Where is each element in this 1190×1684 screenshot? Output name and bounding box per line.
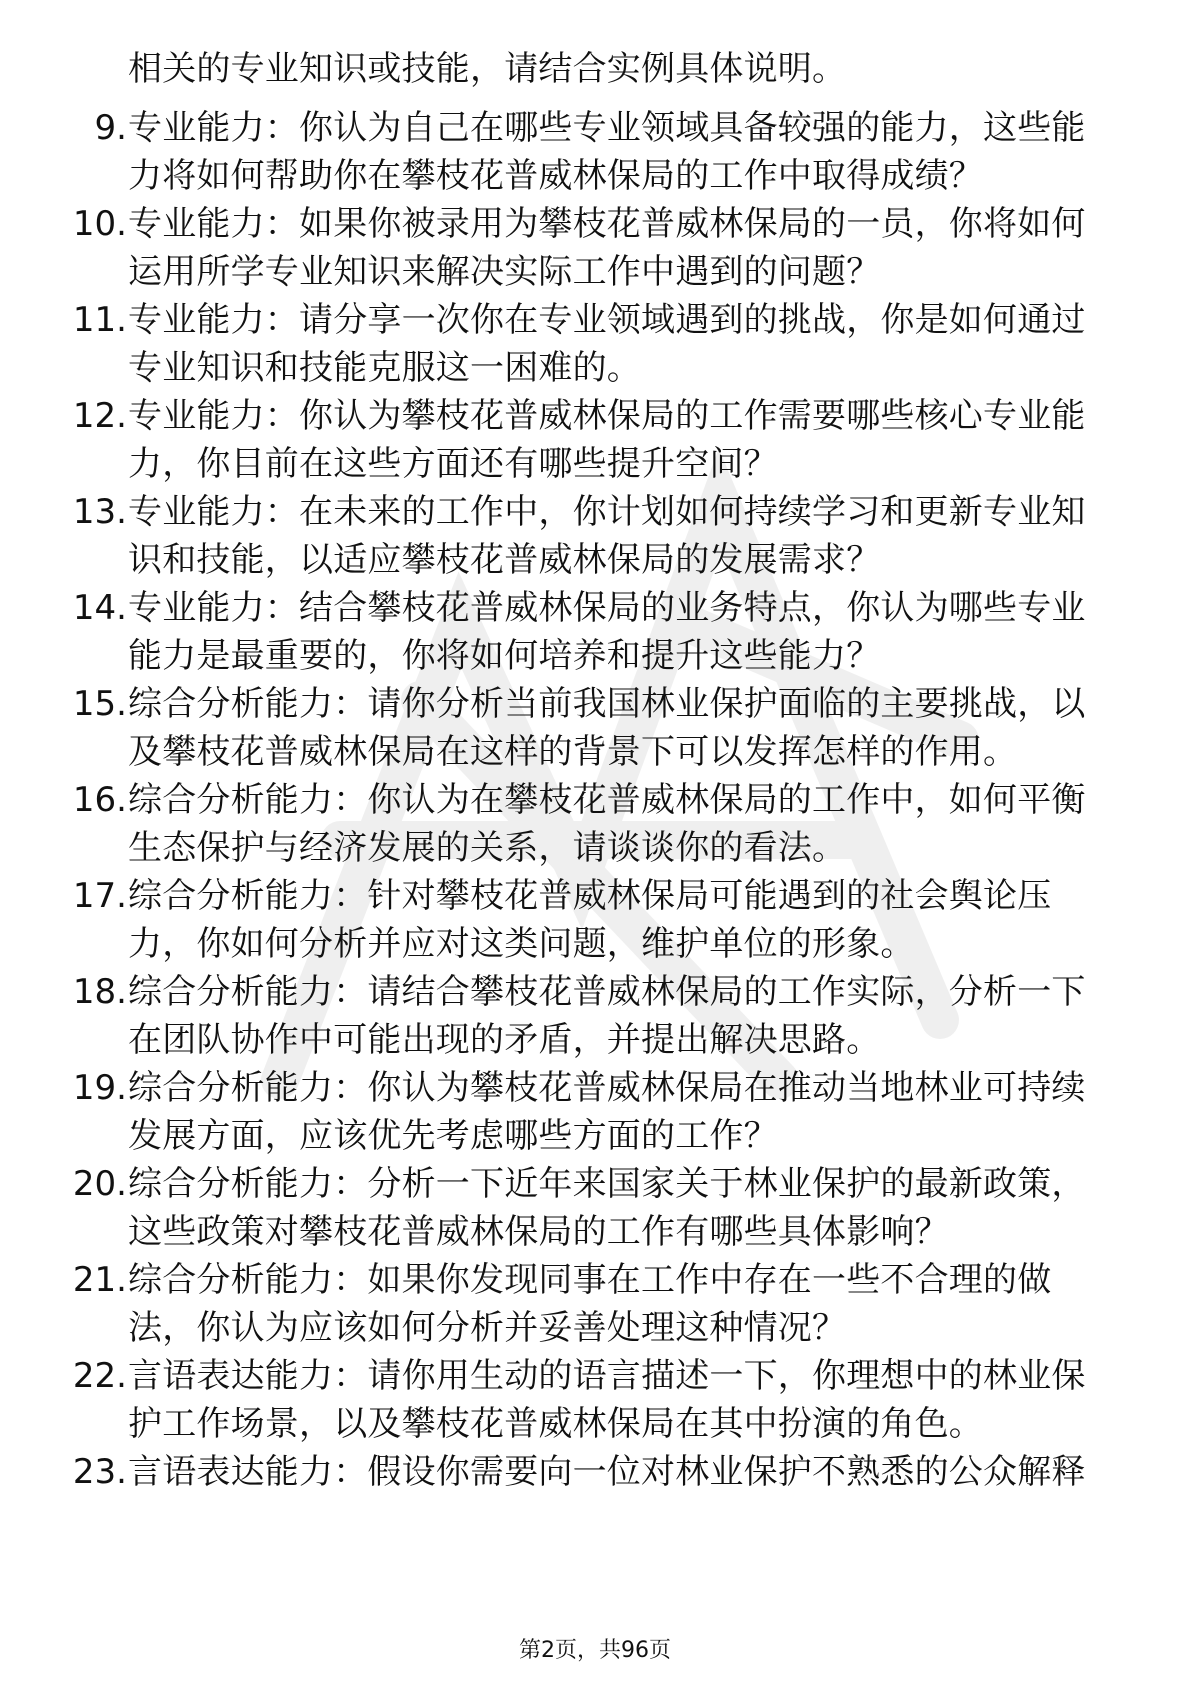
item-number-20: 20. — [72, 1164, 127, 1204]
item-9-line-1: 专业能力：你认为自己在哪些专业领域具备较强的能力，这些能 — [128, 108, 1086, 148]
item-21-line-1: 综合分析能力：如果你发现同事在工作中存在一些不合理的做 — [128, 1260, 1052, 1300]
item-14-line-1: 专业能力：结合攀枝花普威林保局的业务特点，你认为哪些专业 — [128, 588, 1086, 628]
item-18-line-2: 在团队协作中可能出现的矛盾，并提出解决思路。 — [128, 1020, 881, 1060]
item-9-line-2: 力将如何帮助你在攀枝花普威林保局的工作中取得成绩？ — [128, 156, 983, 196]
item-17-line-2: 力，你如何分析并应对这类问题，维护单位的形象。 — [128, 924, 915, 964]
item-20-line-2: 这些政策对攀枝花普威林保局的工作有哪些具体影响？ — [128, 1212, 949, 1252]
item-11-line-1: 专业能力：请分享一次你在专业领域遇到的挑战，你是如何通过 — [128, 300, 1086, 340]
item-number-11: 11. — [72, 300, 127, 340]
item-number-13: 13. — [72, 492, 127, 532]
item-22-line-2: 护工作场景，以及攀枝花普威林保局在其中扮演的角色。 — [128, 1404, 983, 1444]
item-19-line-1: 综合分析能力：你认为攀枝花普威林保局在推动当地林业可持续 — [128, 1068, 1086, 1108]
item-number-9: 9. — [94, 108, 127, 148]
item-12-line-2: 力，你目前在这些方面还有哪些提升空间？ — [128, 444, 778, 484]
item-13-line-1: 专业能力：在未来的工作中，你计划如何持续学习和更新专业知 — [128, 492, 1086, 532]
item-number-17: 17. — [72, 876, 127, 916]
item-number-15: 15. — [72, 684, 127, 724]
item-16-line-1: 综合分析能力：你认为在攀枝花普威林保局的工作中，如何平衡 — [128, 780, 1086, 820]
item-12-line-1: 专业能力：你认为攀枝花普威林保局的工作需要哪些核心专业能 — [128, 396, 1086, 436]
item-10-line-1: 专业能力：如果你被录用为攀枝花普威林保局的一员，你将如何 — [128, 204, 1086, 244]
item-17-line-1: 综合分析能力：针对攀枝花普威林保局可能遇到的社会舆论压 — [128, 876, 1052, 916]
item-number-22: 22. — [72, 1356, 127, 1396]
item-20-line-1: 综合分析能力：分析一下近年来国家关于林业保护的最新政策， — [128, 1164, 1086, 1204]
item-11-line-2: 专业知识和技能克服这一困难的。 — [128, 348, 641, 388]
item-23-line-1: 言语表达能力：假设你需要向一位对林业保护不熟悉的公众解释 — [128, 1452, 1086, 1492]
item-18-line-1: 综合分析能力：请结合攀枝花普威林保局的工作实际，分析一下 — [128, 972, 1086, 1012]
item-14-line-2: 能力是最重要的，你将如何培养和提升这些能力？ — [128, 636, 881, 676]
item-16-line-2: 生态保护与经济发展的关系，请谈谈你的看法。 — [128, 828, 847, 868]
item-number-14: 14. — [72, 588, 127, 628]
item-number-21: 21. — [72, 1260, 127, 1300]
item-number-16: 16. — [72, 780, 127, 820]
item-number-19: 19. — [72, 1068, 127, 1108]
item-19-line-2: 发展方面，应该优先考虑哪些方面的工作？ — [128, 1116, 778, 1156]
item-number-18: 18. — [72, 972, 127, 1012]
item-15-line-1: 综合分析能力：请你分析当前我国林业保护面临的主要挑战，以 — [128, 684, 1086, 724]
item-15-line-2: 及攀枝花普威林保局在这样的背景下可以发挥怎样的作用。 — [128, 732, 1018, 772]
item-number-23: 23. — [72, 1452, 127, 1492]
item-22-line-1: 言语表达能力：请你用生动的语言描述一下，你理想中的林业保 — [128, 1356, 1086, 1396]
item-13-line-2: 识和技能，以适应攀枝花普威林保局的发展需求？ — [128, 540, 881, 580]
item-number-12: 12. — [72, 396, 127, 436]
page-footer: 第2页，共96页 — [519, 1638, 671, 1663]
item-21-line-2: 法，你认为应该如何分析并妥善处理这种情况？ — [128, 1308, 847, 1348]
item-number-10: 10. — [72, 204, 127, 244]
continued-line: 相关的专业知识或技能，请结合实例具体说明。 — [128, 49, 847, 89]
item-10-line-2: 运用所学专业知识来解决实际工作中遇到的问题？ — [128, 252, 881, 292]
